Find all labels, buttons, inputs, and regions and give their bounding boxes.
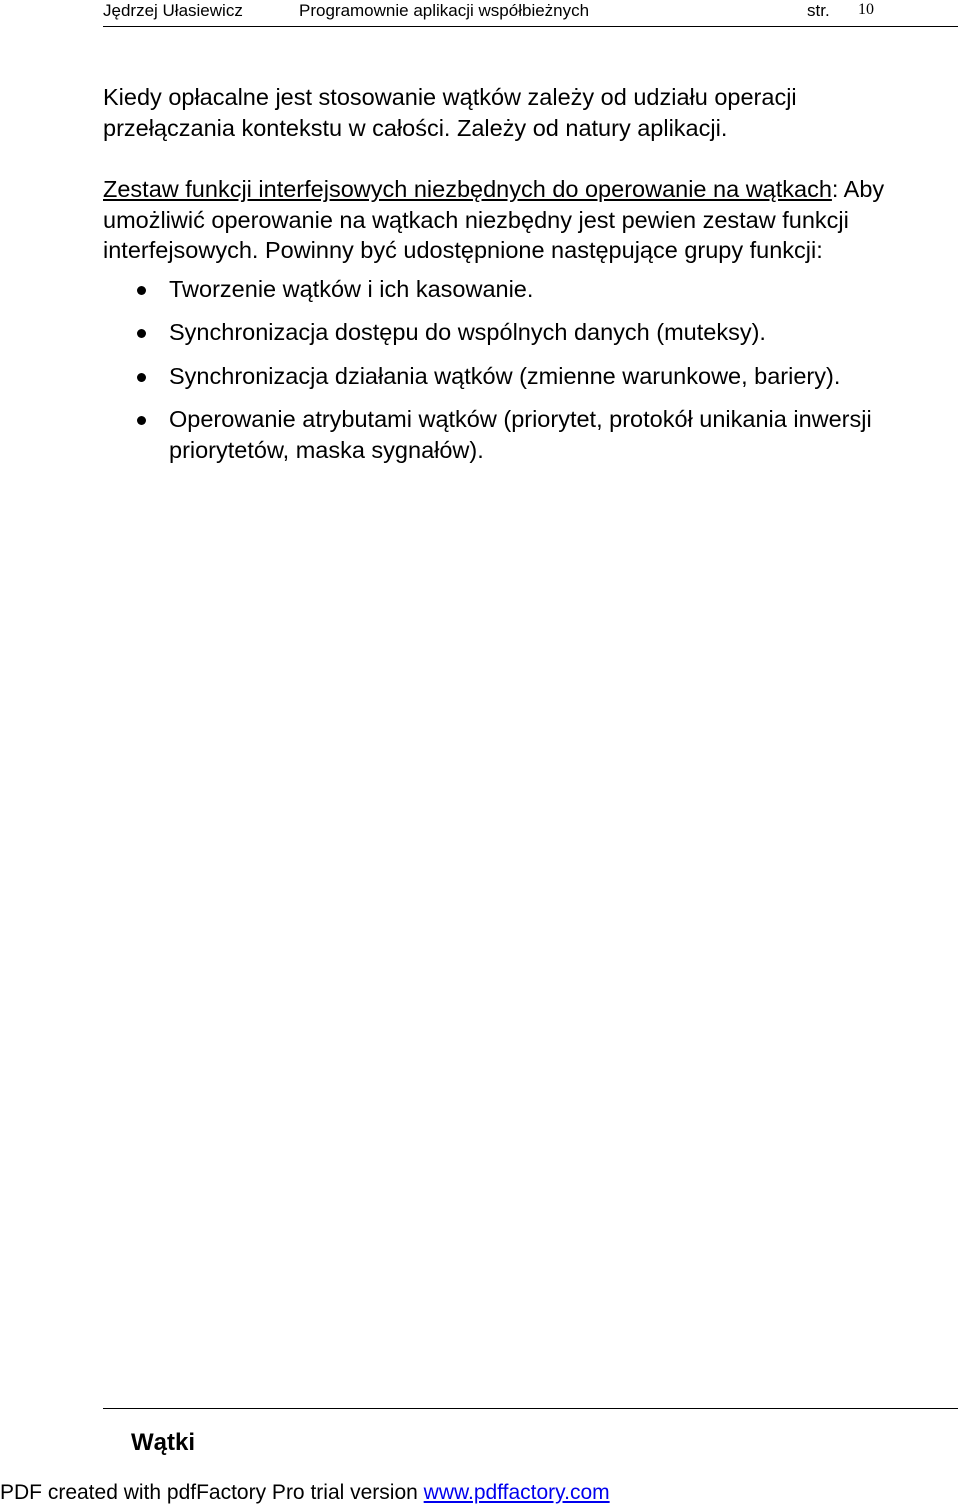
bullet-icon	[137, 416, 146, 425]
header-title: Programownie aplikacji współbieżnych	[299, 1, 590, 20]
function-groups-list	[103, 274, 933, 466]
pdf-banner-text: PDF created with pdfFactory Pro trial version	[0, 1481, 424, 1504]
header-page-label: str.	[807, 1, 830, 20]
pdffactory-link[interactable]: www.pdffactory.com	[423, 1481, 610, 1504]
bullet-icon	[137, 286, 146, 295]
list-item	[103, 317, 933, 348]
header-page-number: 10	[858, 1, 874, 18]
page-header	[103, 0, 958, 27]
list-item-text: Tworzenie wątków i ich kasowanie.	[169, 275, 534, 302]
paragraph-interface-functions	[103, 174, 933, 266]
footer-divider	[103, 1408, 958, 1409]
paragraph-heading-colon: :	[831, 176, 839, 202]
document-body	[103, 82, 933, 478]
list-item	[103, 404, 933, 465]
header-author: Jędrzej Ułasiewicz	[103, 1, 243, 20]
list-item	[103, 274, 933, 305]
list-item-text: Operowanie atrybutami wątków (priorytet, protokół unikania inwersji priorytetów, maska sygnałów).	[169, 406, 872, 463]
pdf-creator-banner	[0, 1481, 610, 1505]
footer-section-label: Wątki	[131, 1429, 196, 1456]
list-item	[103, 361, 933, 392]
bullet-icon	[137, 329, 146, 338]
list-item-text: Synchronizacja działania wątków (zmienne warunkowe, bariery).	[169, 362, 841, 389]
paragraph-heading: Zestaw funkcji interfejsowych niezbędnych do operowanie na wątkach	[103, 176, 832, 202]
list-item-text: Synchronizacja dostępu do wspólnych danych (muteksy).	[169, 319, 766, 345]
bullet-icon	[137, 373, 146, 382]
paragraph-body: Aby umożliwić operowanie na wątkach niezbędny jest pewien zestaw funkcji interfejsowych. Powinny być udostępnione następujące grupy funkcji:	[103, 176, 885, 263]
paragraph-context-switching: Kiedy opłacalne jest stosowanie wątków zależy od udziału operacji przełączania kontekstu w całości. Zależy od natury aplikacji.	[103, 84, 797, 141]
